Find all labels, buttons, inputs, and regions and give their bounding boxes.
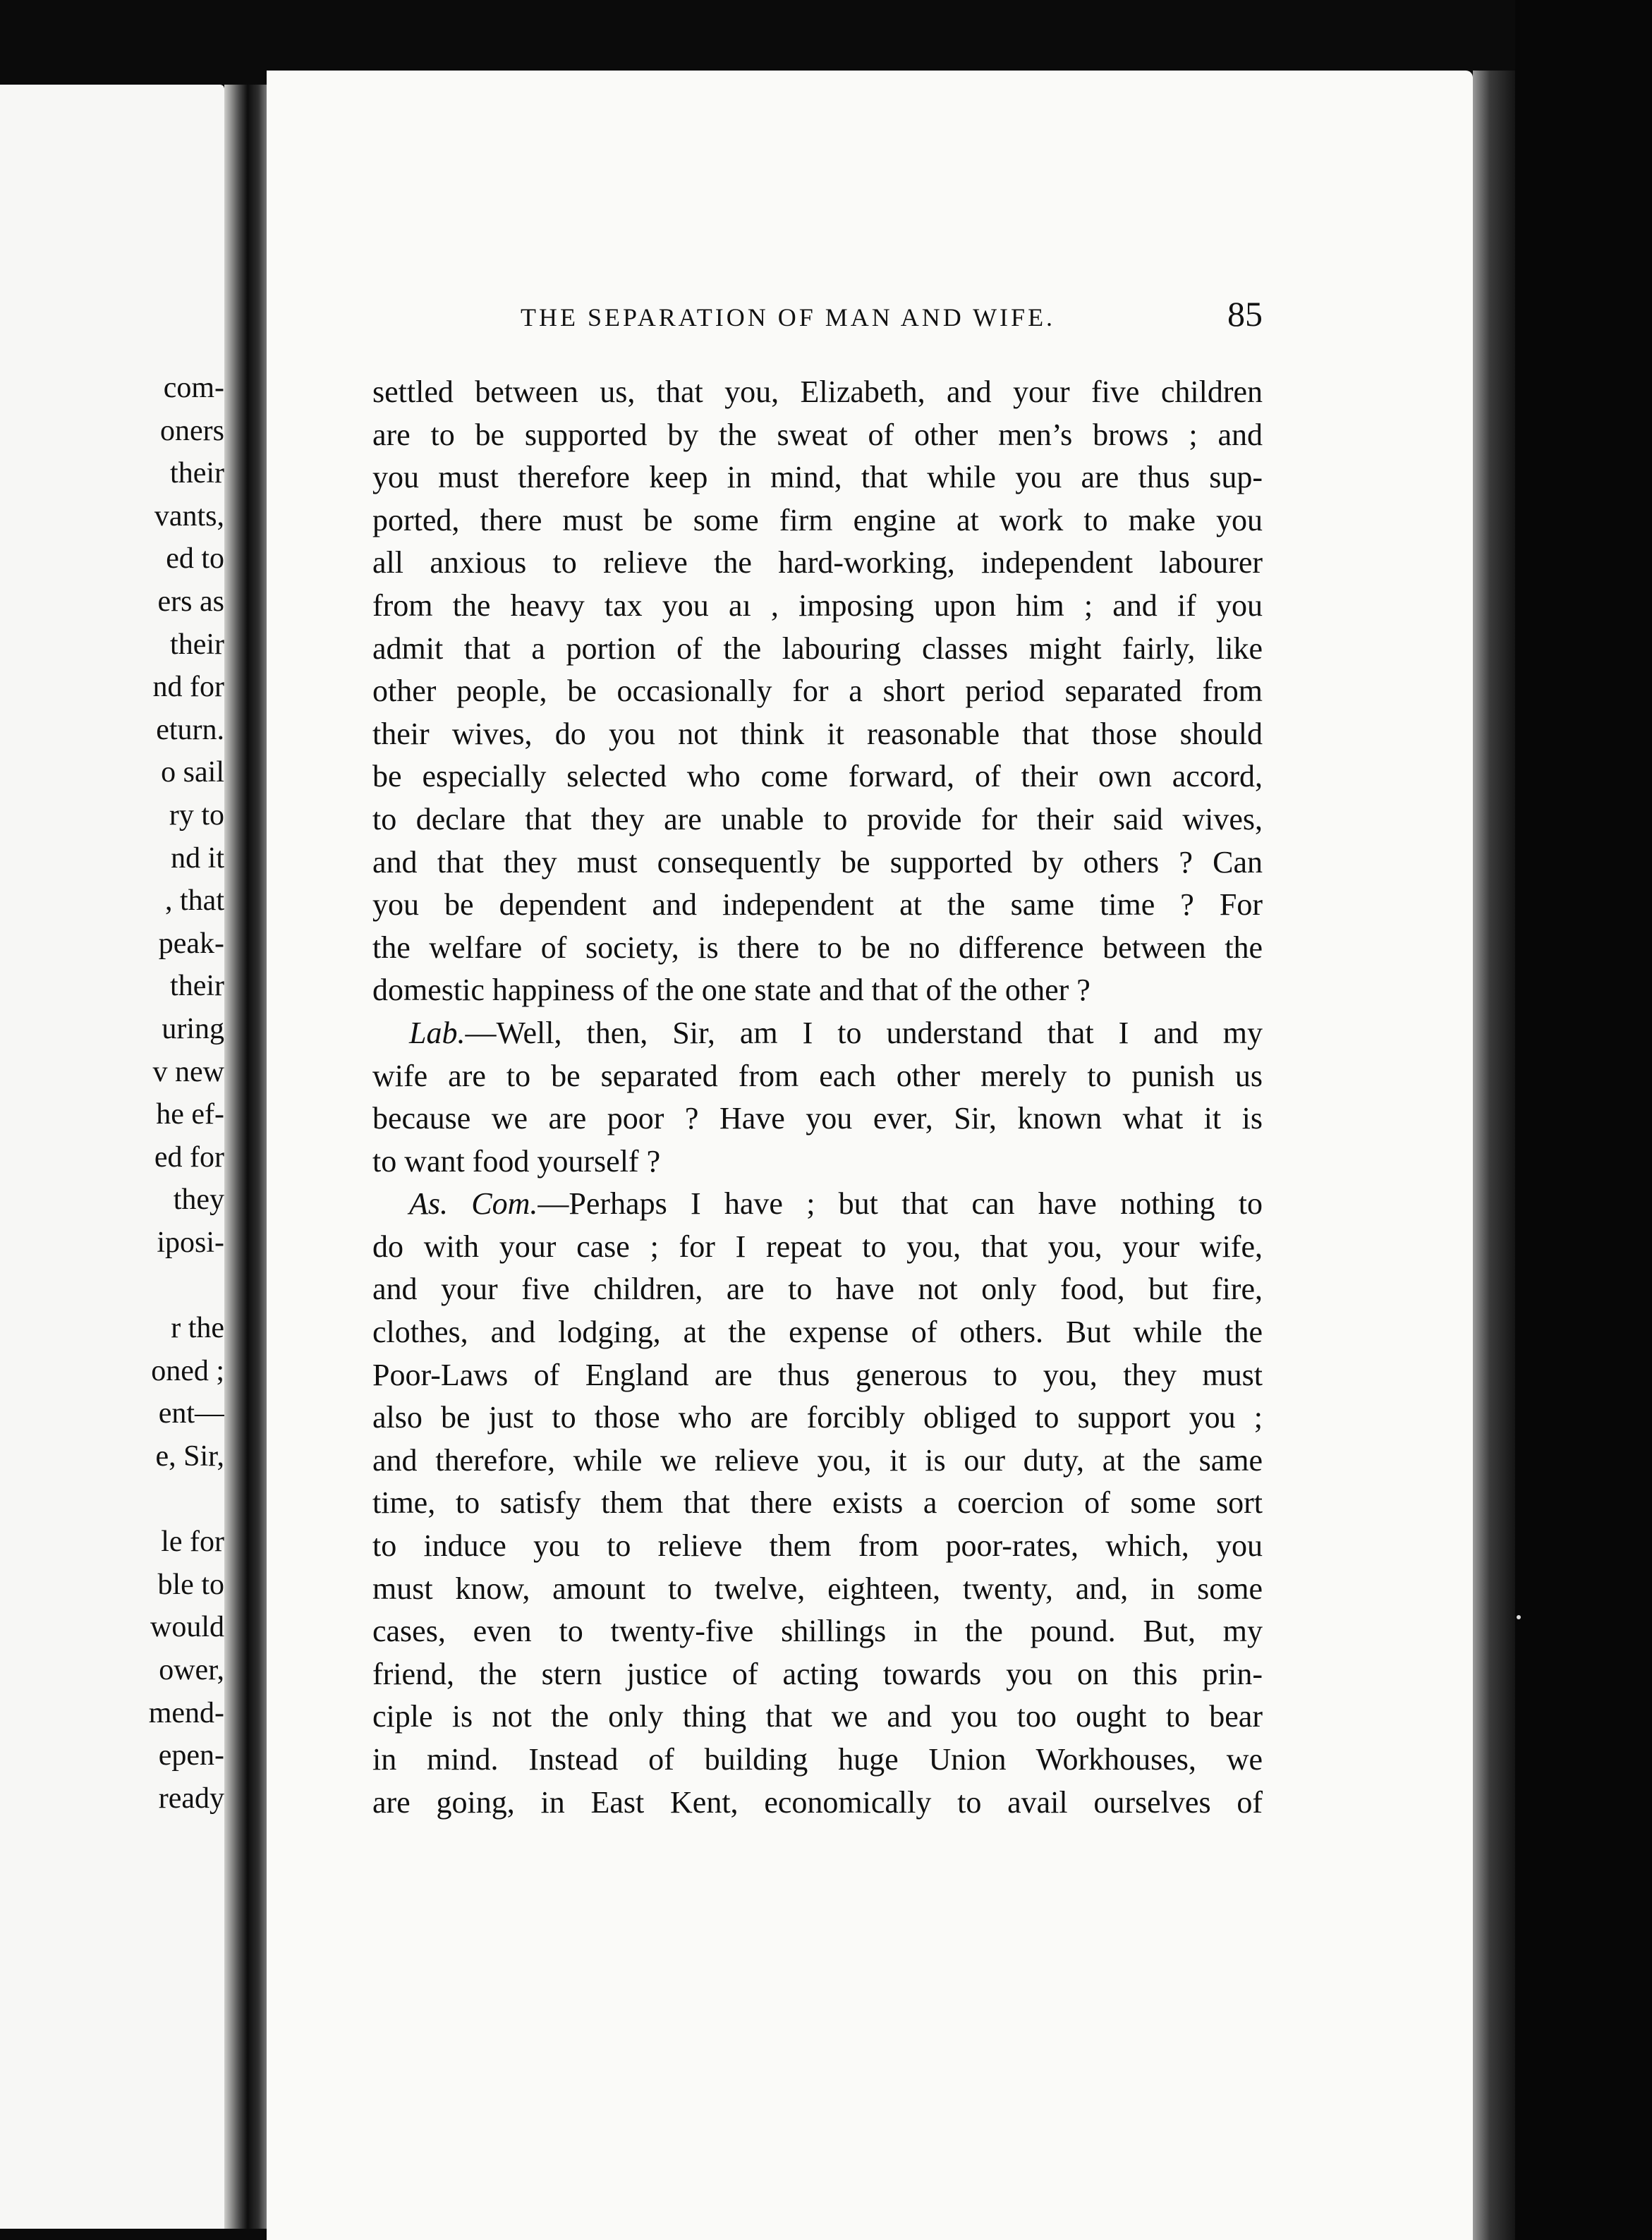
text-line	[372, 1396, 1263, 1439]
line-text: to declare that they are unable to provide for their said wives,	[372, 801, 1263, 836]
text-line	[372, 798, 1263, 841]
left-page-fragment: would	[150, 1611, 224, 1644]
left-page-fragment: ed to	[166, 542, 224, 576]
left-page-fragment: their	[170, 457, 224, 490]
line-text: Poor-Laws of England are thus generous to you, they must	[372, 1357, 1263, 1392]
left-page-fragment: ent—	[158, 1397, 224, 1430]
line-text: —Well, then, Sir, am I to understand that I and my	[465, 1015, 1263, 1050]
left-page-fragment: oners	[160, 414, 224, 447]
line-text: —Perhaps I have ; but that can have nothing to	[537, 1186, 1263, 1222]
left-page-fragment: their	[170, 970, 224, 1003]
line-text: settled between us, that you, Elizabeth, and your five children	[372, 375, 1263, 409]
text-line	[372, 371, 1263, 414]
text-line	[372, 755, 1263, 798]
text-line	[372, 884, 1263, 927]
line-text: and that they must consequently be supported by others ? Can	[372, 844, 1263, 879]
line-text: friend, the stern justice of acting towards you on this prin-	[372, 1656, 1263, 1691]
text-line	[372, 585, 1263, 628]
page-edge-shadow	[1473, 71, 1515, 2240]
running-head: THE SEPARATION OF MAN AND WIFE.	[521, 303, 1056, 331]
left-page-fragment: oned ;	[151, 1354, 224, 1387]
text-line	[372, 927, 1263, 970]
left-page-fragment: nd for	[152, 671, 224, 704]
left-page-fragment: v new	[152, 1055, 224, 1088]
text-line	[372, 499, 1263, 542]
left-facing-page	[0, 85, 224, 2229]
left-page-fragment: ers as	[157, 585, 224, 618]
speaker-label: Lab.	[409, 1015, 466, 1050]
text-line	[372, 1568, 1263, 1611]
text-line	[372, 1525, 1263, 1568]
line-text: must know, amount to twelve, eighteen, twenty, and, in some	[372, 1571, 1263, 1606]
body-text	[372, 371, 1263, 1824]
line-text: ported, there must be some firm engine at work to make you	[372, 502, 1263, 537]
text-line	[372, 1183, 1263, 1226]
line-text: you be dependent and independent at the same time ? For	[372, 887, 1263, 923]
line-text: and therefore, while we relieve you, it is our duty, at the same	[372, 1442, 1263, 1478]
text-line	[372, 1311, 1263, 1354]
text-line	[372, 1055, 1263, 1098]
text-line	[372, 1610, 1263, 1653]
line-text: and your five children, are to have not only food, but fire,	[372, 1272, 1263, 1307]
left-page-text-fragments	[0, 85, 224, 2229]
text-line	[372, 1226, 1263, 1269]
text-line	[372, 713, 1263, 756]
book-cover-edge	[1515, 0, 1652, 2240]
text-line	[372, 1782, 1263, 1825]
line-text: from the heavy tax you aı , imposing upon him ; and if you	[372, 588, 1263, 623]
left-page-fragment: vants,	[154, 499, 224, 532]
left-page-fragment: nd it	[171, 841, 224, 875]
line-text: wife are to be separated from each other merely to punish us	[372, 1058, 1263, 1093]
left-page-fragment: ry to	[169, 799, 224, 832]
line-text: all anxious to relieve the hard-working, independent labourer	[372, 545, 1263, 580]
text-line	[372, 670, 1263, 713]
text-line	[372, 969, 1263, 1012]
left-page-fragment: e, Sir,	[155, 1440, 224, 1473]
line-text: be especially selected who come forward, of their own accord,	[372, 759, 1263, 794]
left-page-fragment: their	[170, 628, 224, 661]
line-text: time, to satisfy them that there exists a coercion of some sort	[372, 1485, 1263, 1521]
left-page-fragment: ready	[158, 1782, 224, 1815]
text-line	[372, 1097, 1263, 1140]
line-text: to want food yourself ?	[372, 1143, 661, 1179]
text-line	[372, 414, 1263, 457]
text-line	[372, 1482, 1263, 1525]
line-text: do with your case ; for I repeat to you, that you, your wife,	[372, 1229, 1263, 1264]
left-page-fragment: eturn.	[156, 713, 224, 746]
left-page-fragment: mend-	[148, 1696, 224, 1729]
text-line	[372, 1354, 1263, 1397]
left-page-fragment: ed for	[154, 1140, 224, 1174]
line-text: also be just to those who are forcibly obliged to support you ;	[372, 1400, 1263, 1435]
left-page-fragment: ower,	[159, 1654, 224, 1686]
line-text: other people, be occasionally for a short period separated from	[372, 674, 1263, 709]
left-page-fragment: r the	[171, 1312, 224, 1345]
text-line	[372, 1696, 1263, 1739]
text-line	[372, 1140, 1263, 1183]
left-page-fragment: iposi-	[157, 1226, 224, 1259]
left-page-fragment: epen-	[158, 1739, 224, 1772]
left-page-fragment: peak-	[158, 927, 224, 960]
text-line	[372, 542, 1263, 585]
book-gutter	[224, 85, 267, 2229]
line-text: in mind. Instead of building huge Union Workhouses, we	[372, 1742, 1263, 1777]
left-page-fragment: com-	[163, 372, 224, 404]
text-line	[372, 1739, 1263, 1782]
line-text: domestic happiness of the one state and that of the other ?	[372, 973, 1091, 1008]
left-page-fragment: o sail	[161, 756, 224, 789]
text-line	[372, 1268, 1263, 1311]
line-text: admit that a portion of the labouring classes might fairly, like	[372, 631, 1263, 666]
line-text: because we are poor ? Have you ever, Sir, known what it is	[372, 1101, 1263, 1136]
line-text: you must therefore keep in mind, that while you are thus sup-	[372, 460, 1263, 495]
left-page-fragment: they	[173, 1183, 224, 1217]
left-page-fragment: le for	[161, 1526, 224, 1559]
text-line	[372, 1439, 1263, 1483]
line-text: clothes, and lodging, at the expense of others. But while the	[372, 1315, 1263, 1350]
text-line	[372, 1012, 1263, 1055]
line-text: cases, even to twenty-five shillings in the pound. But, my	[372, 1614, 1263, 1649]
text-line	[372, 1653, 1263, 1696]
text-line	[372, 841, 1263, 884]
line-text: to induce you to relieve them from poor-rates, which, you	[372, 1528, 1263, 1564]
line-text: are going, in East Kent, economically to avail ourselves of	[372, 1784, 1263, 1820]
line-text: the welfare of society, is there to be no difference between the	[372, 930, 1263, 965]
left-page-fragment: , that	[165, 884, 224, 918]
left-page-fragment: he ef-	[156, 1098, 224, 1131]
text-line	[372, 628, 1263, 671]
line-text: ciple is not the only thing that we and you too ought to bear	[372, 1699, 1263, 1734]
left-page-fragment: uring	[162, 1013, 224, 1045]
line-text: are to be supported by the sweat of other men’s brows ; and	[372, 417, 1263, 452]
line-text: their wives, do you not think it reasonable that those should	[372, 716, 1263, 751]
left-page-fragment: ble to	[157, 1568, 224, 1601]
text-line	[372, 456, 1263, 499]
speaker-label: As. Com.	[409, 1186, 538, 1222]
page-number: 85	[1227, 294, 1263, 334]
